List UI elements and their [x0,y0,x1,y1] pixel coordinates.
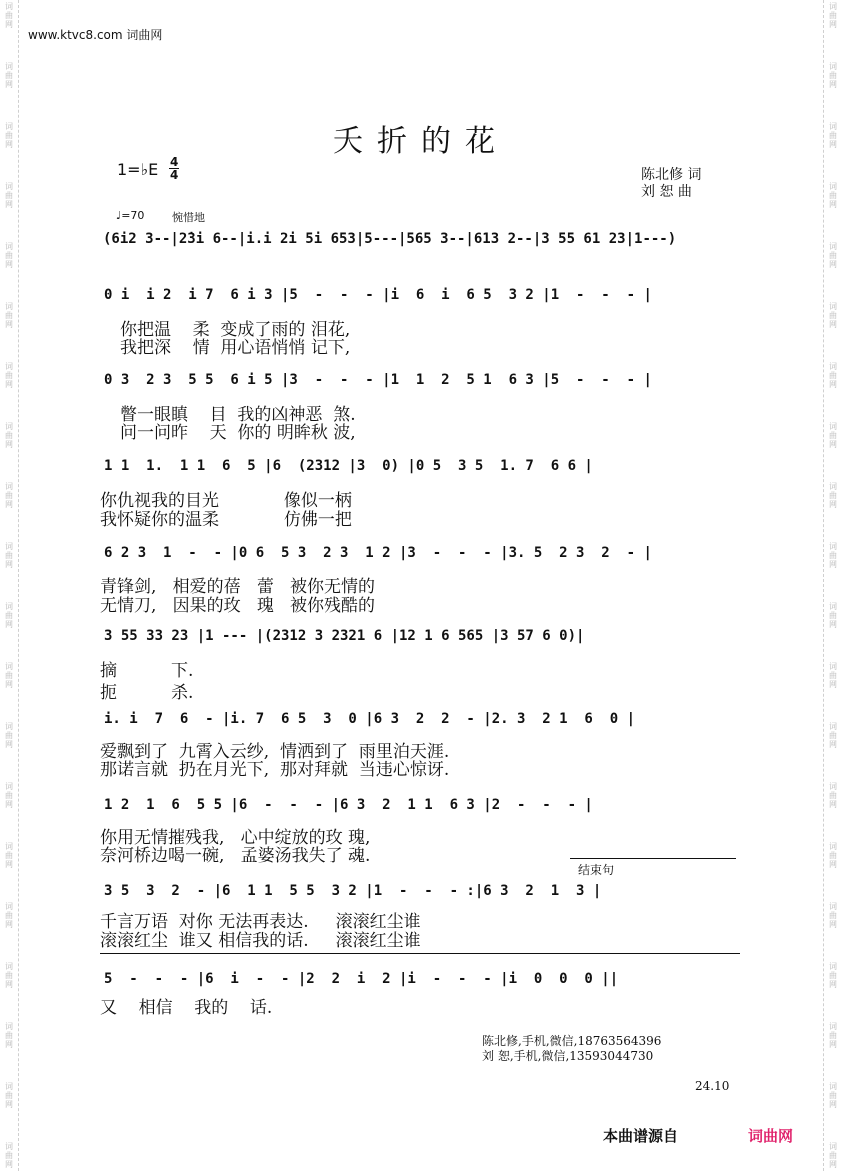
time-signature [169,156,179,181]
watermark-stamp: 词 曲 网 [5,122,13,149]
watermark-stamp: 词 曲 网 [829,782,837,809]
watermark-stamp: 词 曲 网 [5,662,13,689]
watermark-stamp: 词 曲 网 [5,542,13,569]
watermark-stamp: 词 曲 网 [829,842,837,869]
notation-line-5: 3 55 33 23 |1 --- |(2312 3 2321 6 |12 1 6 565 |3 57 6 0)| [104,628,585,644]
watermark-stamp: 词 曲 网 [5,422,13,449]
notation-line-intro: (6i2 3--|2̇3i 6--|i.i 2i 5i 653|5---|565 3--|613 2--|3 55 61 23|1---) [103,231,677,247]
lyric-line-5b: 扼 杀. [100,683,194,703]
notation-line-6: i. i 7 6 - |i. 7 6 5 3 0 |6 3 2 2 - |2. 3 2 1 6 0 | [104,711,636,727]
watermark-stamp: 词 曲 网 [829,1142,837,1169]
lyric-line-7b: 奈河桥边喝一碗, 孟婆汤我失了 魂. [100,846,371,866]
notation-line-7: 1 2 1 6 5 5 |6 - - - |6 3 2 1 1 6 3 |2 - - - | [104,797,593,813]
lyric-line-4a: 青锋剑, 相爱的蓓 蕾 被你无情的 [100,577,376,597]
watermark-stamp: 词 曲 网 [5,302,13,329]
notation-line-9: 5 - - - |6 i - - |2 2 i 2 |i - - - |i 0 0 0 || [104,971,619,987]
watermark-stamp: 词 曲 网 [829,182,837,209]
watermark-stamp: 词 曲 网 [829,722,837,749]
watermark-stamp: 词 曲 网 [829,422,837,449]
watermark-stamp: 词 曲 网 [5,782,13,809]
lyric-line-4b: 无情刀, 因果的玫 瑰 被你残酷的 [100,596,376,616]
watermark-stamp: 词 曲 网 [5,842,13,869]
watermark-stamp: 词 曲 网 [829,122,837,149]
lyric-line-5a: 摘 下. [100,661,194,681]
watermark-stamp: 词 曲 网 [829,962,837,989]
site-url[interactable]: www.ktvc8.com 词曲网 [28,28,163,42]
watermark-stamp: 词 曲 网 [829,1022,837,1049]
source-label: 本曲谱源自 [603,1127,679,1145]
tempo-mark: ♩=70 [116,209,145,222]
watermark-stamp: 词 曲 网 [829,542,837,569]
section-rule [100,953,740,954]
date-stamp: 24.10 [695,1079,730,1093]
watermark-stamp: 词 曲 网 [5,482,13,509]
expression-mark: 惋惜地 [172,211,205,224]
time-numerator: 4 [170,155,179,169]
notation-line-2: 0 3 2 3 5 5 6 i 5 |3 - - - |1 1 2 5 1 6 3 |5 - - - | [104,372,652,388]
watermark-stamp: 词 曲 网 [829,662,837,689]
lyric-line-8a: 千言万语 对你 无法再表达. 滚滚红尘谁 [100,912,421,932]
lyric-line-6b: 那诺言就 扔在月光下, 那对拜就 当违心惊讶. [100,760,450,780]
watermark-stamp: 词 曲 网 [829,302,837,329]
watermark-stamp: 词 曲 网 [5,962,13,989]
ending-marker: 结束句 [578,863,615,877]
lyric-line-8b: 滚滚红尘 谁又 相信我的话. 滚滚红尘谁 [100,931,421,951]
notation-line-4: 6 2 3 1 - - |0 6 5 3 2 3 1 2 |3 - - - |3. 5 2 3 2 - | [104,545,652,561]
watermark-stamp: 词 曲 网 [829,1082,837,1109]
watermark-stamp: 词 曲 网 [829,362,837,389]
watermark-stamp: 词 曲 网 [5,62,13,89]
lyric-line-3a: 你仇视我的目光 像似一柄 [100,491,352,511]
lyric-line-1b: 我把深 情 用心语悄悄 记下, [120,338,351,358]
watermark-stamp: 词 曲 网 [829,482,837,509]
composer-credit: 刘 恕 曲 [641,184,692,200]
watermark-stamp: 词 曲 网 [829,242,837,269]
notation-line-3: 1 1 1. 1 1 6 5 |6 (2312 |3 0) |0 5 3 5 1. 7 6 6 | [104,458,593,474]
time-denominator: 4 [170,168,179,182]
watermark-stamp: 词 曲 网 [5,1022,13,1049]
contact-composer: 刘 恕,手机,微信,13593044730 [482,1049,654,1063]
contact-lyricist: 陈北修,手机,微信,18763564396 [482,1034,662,1048]
lyric-line-1a: 你把温 柔 变成了雨的 泪花, [120,320,351,340]
watermark-stamp: 词 曲 网 [5,1082,13,1109]
notation-line-8: 3 5 3 2 - |6 1 1 5 5 3 2 |1 - - - :|6 3 2 1 3 | [104,883,602,899]
watermark-stamp: 词 曲 网 [829,62,837,89]
lyric-line-7a: 你用无情摧残我, 心中绽放的玫 瑰, [100,828,371,848]
lyricist-credit: 陈北修 词 [641,167,702,183]
watermark-stamp: 词 曲 网 [5,242,13,269]
lyric-line-2a: 瞥一眼瞋 目 我的凶神恶 煞. [120,405,356,425]
notation-line-1: 0 i i 2 i 7 6 i 3 |5 - - - |i 6 i 6 5 3 2 |1 - - - | [104,287,652,303]
ending-rule [570,858,736,859]
lyric-line-9a: 又 相信 我的 话. [100,998,273,1018]
watermark-stamp: 词 曲 网 [829,902,837,929]
watermark-stamp: 词 曲 网 [829,2,837,29]
lyric-line-2b: 问一问昨 天 你的 明眸秋 波, [120,423,356,443]
watermark-stamp: 词 曲 网 [5,602,13,629]
watermark-stamp: 词 曲 网 [829,602,837,629]
watermark-stamp: 词 曲 网 [5,1142,13,1169]
left-margin-strip [0,0,19,1171]
watermark-stamp: 词 曲 网 [5,182,13,209]
right-margin-strip [823,0,842,1171]
song-title: 夭折的花 [333,124,509,159]
lyric-line-3b: 我怀疑你的温柔 仿佛一把 [100,510,352,530]
key-signature: 1=♭E [117,160,159,179]
watermark-stamp: 词 曲 网 [5,2,13,29]
watermark-stamp: 词 曲 网 [5,902,13,929]
watermark-stamp: 词 曲 网 [5,722,13,749]
lyric-line-6a: 爱飘到了 九霄入云纱, 情洒到了 雨里泊天涯. [100,742,450,762]
brand-logo[interactable]: 词曲网 [748,1127,794,1145]
watermark-stamp: 词 曲 网 [5,362,13,389]
